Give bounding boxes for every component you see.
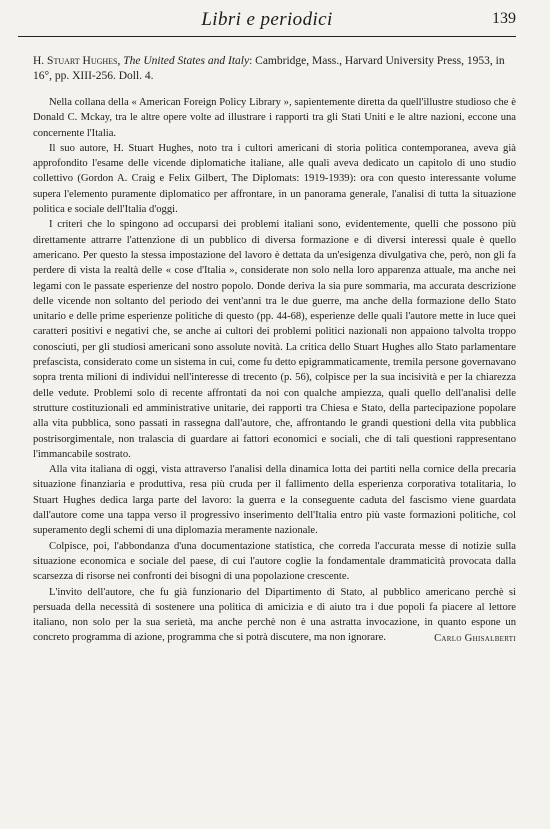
reviewer-signature: Carlo Ghisalberti bbox=[434, 632, 516, 644]
review-paragraph: Nella collana della « American Foreign Policy Library », sapientemente diretta da quell'illustre studioso che è Donald C. Mckay, tra le altre opere volte ad illustrare i rapporti tra gli Stati Uniti e le altre nazioni, eccone una concernente l'Italia. bbox=[33, 97, 516, 139]
bibliographic-entry bbox=[33, 54, 516, 84]
page-header bbox=[18, 6, 516, 37]
book-author: H. Stuart Hughes, bbox=[33, 55, 121, 67]
review-body bbox=[33, 95, 516, 646]
review-paragraph: Colpisce, poi, l'abbondanza d'una documentazione statistica, che corredа l'accurata messe di notizie sulla situazione economica e sociale del paese, di cui l'autore coglie la fondamentale drammaticità provocata dalla scarsezza di risorse nei confronti dei bisogni di una popolazione crescente. bbox=[33, 540, 516, 583]
page-number: 139 bbox=[492, 10, 516, 27]
review-paragraph: Alla vita italiana di oggi, vista attraverso l'analisi della dinamica lotta dei partiti nella cornice della precaria situazione finanziaria e produttiva, resa più cruda per il fallimento della esperienza corporativa totalitaria, lo Stuart Hughes dedica larga parte del lavoro: la guerra e la conseguente caduta del fascismo viene guardata dall'autore come una tappa verso il progressivo inserimento dell'Italia entro più vaste formazioni politiche, col superamento degli schemi di una diplomazia meramente nazionale. bbox=[33, 464, 516, 537]
book-title: The United States and Italy bbox=[123, 55, 250, 67]
review-paragraph: Il suo autore, H. Stuart Hughes, noto tra i cultori americani di storia politica contemporanea, aveva già approfondito l'esame delle vicende diplomatiche italiane, alle quali aveva dedicato un capitolo di uno studio collettivo (Gordon A. Craig e Felix Gilbert, The Diplomats: 1919-1939): ora con questo interessante volume supera l'elemento puramente diplomatico per affrontare, in un panorama generale, l'analisi di tutta la situazione politica e sociale dell'Italia d'oggi. bbox=[33, 142, 516, 216]
publication-details: : Cambridge, Mass., Harvard University Press, 1953, in 16°, pp. XIII-256. Doll. 4. bbox=[33, 55, 505, 82]
review-paragraph-final-text: L'invito dell'autore, che fu già funzionario del Dipartimento di Stato, al pubblico americano perchè si persuada della necessità di sostenere una politica di amicizia e di aiuto tra i due popoli fa piacere al lettore italiano, non solo per la sua serietà, ma anche perchè non è una astratta invocazione, in quanto espone un concreto programma di azione, programma che si potrà discutere, ma non ignorare. bbox=[33, 586, 516, 644]
review-paragraph: I criteri che lo spingono ad occuparsi dei problemi italiani sono, evidentemente, quelli che possono più direttamente attrarre l'attenzione di un pubblico di diversa formazione e di diversi interessi quale è quello americano. Per questo la stessa impostazione del lavoro è dettata da un'esigenza divulgativa che, però, non gli fa perdere di vista la realtà delle « cose d'Italia », considerate non solo nella loro apparenza attuale, ma anche nei legami con le passate esperienze del nostro popolo. Donde deriva la sia pure sommaria, ma accurata descrizione delle vicende non soltanto del periodo dei vent'anni tra le due guerre, ma anche della formazione dello Stato unitario e delle prime esperienze politiche di questo (pp. 44-68), esperienze delle quali l'autore mette in luce quei caratteri positivi e negativi che, se anche ai cultori dei problemi politici nazionali non appaiono talvolta troppo conosciuti, per gli studiosi americani sono assolute novità. La critica dello Stuart Hughes allo Stato parlamentare prefascista, considerato come un sistema in cui, come fu detto epigrammaticamente, tremila persone governavano sopra trenta milioni di individui nell'interesse di trecento (p. 56), colpisce per la sua incisività e per la chiarezza delle vedute. Problemi solo di recente affrontati da noi con qualche ampiezza, quali quello dell'analisi delle strutture costituzionali ed amministrative unitarie, dei rapporti tra Chiesa e Stato, della partecipazione popolare alla vita pubblica, sono passati in rassegna dall'autore, che, affrontando le grandi questioni della vita pubblica postrisorgimentale, non tralascia di guardare ai fattori economici e sociali, che di tali questioni rappresentano l'immancabile sostrato. bbox=[33, 219, 516, 460]
running-head: Libri e periodici bbox=[201, 9, 333, 30]
